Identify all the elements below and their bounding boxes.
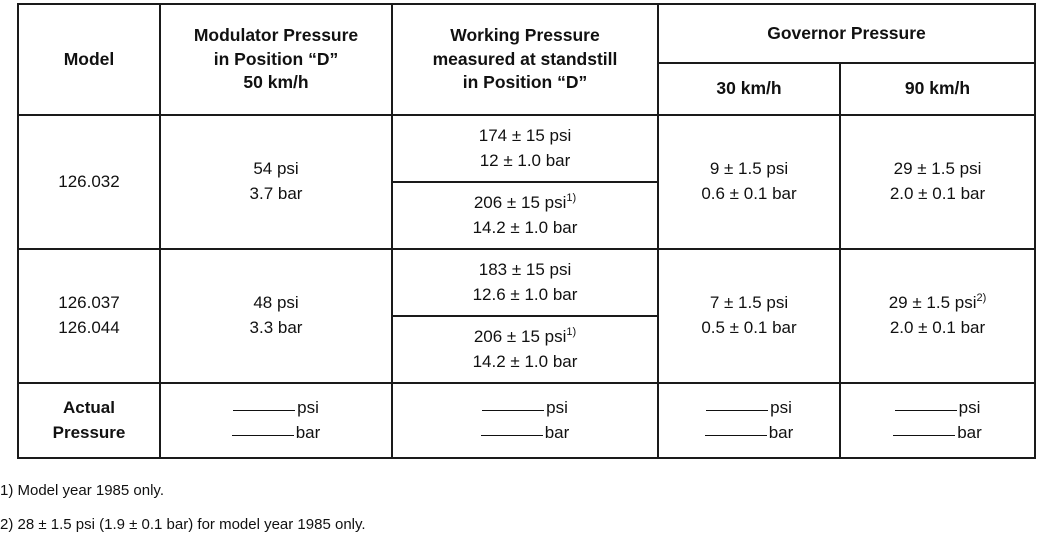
governor-pressure-header: Governor Pressure [658, 4, 1035, 63]
speed-30-header: 30 km/h [658, 63, 840, 115]
governor-30-cell: 9 ± 1.5 psi 0.6 ± 0.1 bar [658, 115, 840, 249]
fill-in-blank [895, 409, 957, 411]
actual-modulator-cell: psi bar [160, 383, 392, 458]
header-row [18, 4, 1035, 63]
table-row [18, 115, 1035, 182]
working-pressure-header: Working Pressure measured at standstill in Position “D” [392, 4, 658, 115]
modulator-cell: 54 psi 3.7 bar [160, 115, 392, 249]
fill-in-blank [706, 409, 768, 411]
footnote-2: 2) 28 ± 1.5 psi (1.9 ± 0.1 bar) for model year 1985 only. [0, 516, 366, 533]
actual-pressure-label: Actual Pressure [18, 383, 160, 458]
governor-90-cell: 29 ± 1.5 psi 2.0 ± 0.1 bar [840, 115, 1035, 249]
working-pressure-cell: 183 ± 15 psi 12.6 ± 1.0 bar [392, 249, 658, 316]
footnote-ref: 2) [976, 292, 987, 305]
actual-working-cell: psi bar [392, 383, 658, 458]
speed-90-header: 90 km/h [840, 63, 1035, 115]
footnote-1: 1) Model year 1985 only. [0, 482, 164, 499]
footnote-ref: 1) [566, 191, 577, 204]
governor-90-cell: 29 ± 1.5 psi$^{2)}$ 2.0 ± 0.1 bar [840, 249, 1035, 383]
fill-in-blank [233, 409, 295, 411]
governor-30-cell: 7 ± 1.5 psi 0.5 ± 0.1 bar [658, 249, 840, 383]
footnote-ref: 1) [566, 325, 577, 338]
working-pressure-1985-cell: 206 ± 15 psi$^{1)}$ 14.2 ± 1.0 bar [392, 316, 658, 383]
fill-in-blank [705, 434, 767, 436]
actual-governor-30-cell: psi bar [658, 383, 840, 458]
modulator-pressure-header: Modulator Pressure in Position “D” 50 km/h [160, 4, 392, 115]
fill-in-blank [232, 434, 294, 436]
modulator-cell: 48 psi 3.3 bar [160, 249, 392, 383]
table-row [18, 249, 1035, 316]
model-header: Model [18, 4, 160, 115]
pressure-table [17, 3, 1036, 459]
actual-pressure-row [18, 383, 1035, 458]
fill-in-blank [482, 409, 544, 411]
fill-in-blank [893, 434, 955, 436]
working-pressure-cell: 174 ± 15 psi 12 ± 1.0 bar [392, 115, 658, 182]
fill-in-blank [481, 434, 543, 436]
model-cell: 126.037 126.044 [18, 249, 160, 383]
actual-governor-90-cell: psi bar [840, 383, 1035, 458]
working-pressure-1985-cell: 206 ± 15 psi$^{1)}$ 14.2 ± 1.0 bar [392, 182, 658, 249]
model-cell: 126.032 [18, 115, 160, 249]
